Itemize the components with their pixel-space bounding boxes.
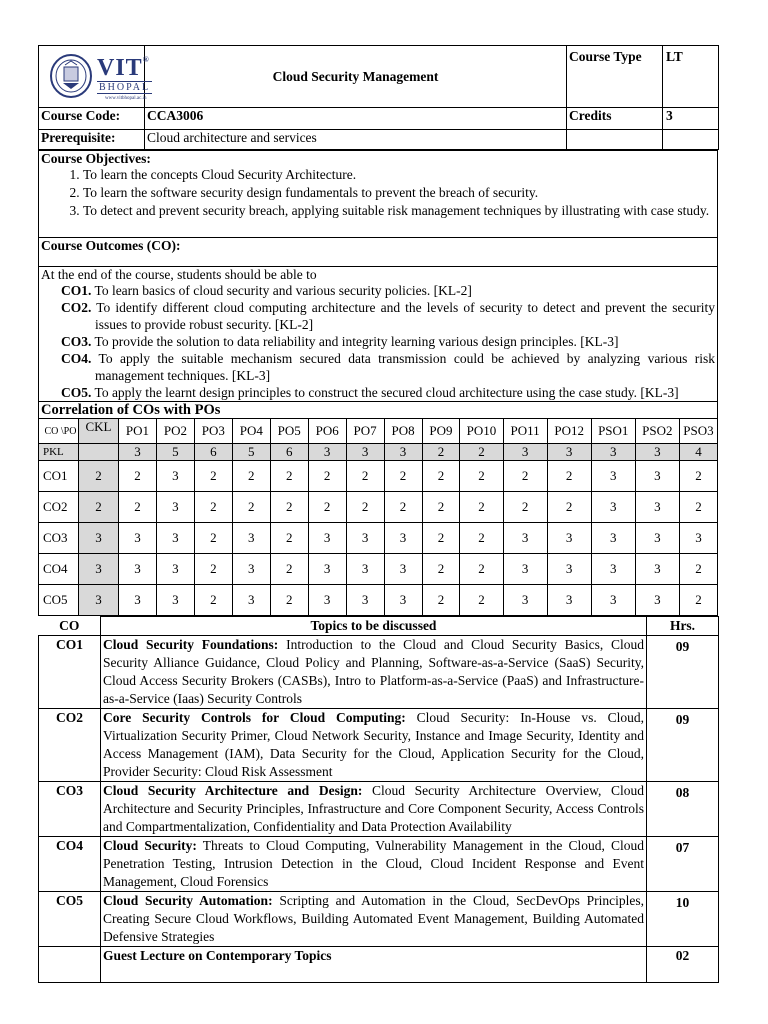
topic-title: Cloud Security: xyxy=(103,838,197,853)
correlation-heading: Correlation of COs with POs xyxy=(39,402,718,419)
po-header: PO7 xyxy=(346,419,384,444)
correlation-value: 3 xyxy=(591,492,635,523)
co-label: CO3 xyxy=(39,523,79,554)
correlation-value: 2 xyxy=(270,461,308,492)
correlation-value: 3 xyxy=(232,585,270,616)
correlation-value: 3 xyxy=(503,523,547,554)
guest-lecture-row xyxy=(39,947,719,983)
empty-cell xyxy=(39,947,101,983)
pkl-value: 3 xyxy=(346,444,384,461)
outcome-code: CO4. xyxy=(61,351,92,366)
topic-co: CO2 xyxy=(39,709,101,782)
correlation-value: 2 xyxy=(194,554,232,585)
correlation-value: 2 xyxy=(422,585,460,616)
outcome-code: CO5. xyxy=(61,385,92,400)
correlation-value: 2 xyxy=(232,461,270,492)
pkl-value: 3 xyxy=(547,444,591,461)
correlation-value: 2 xyxy=(384,461,422,492)
outcomes-intro: At the end of the course, students should be able to xyxy=(41,267,317,282)
outcome-text: To provide the solution to data reliability and integrity learning various design principles. [KL-3] xyxy=(94,334,619,349)
correlation-value: 3 xyxy=(547,523,591,554)
correlation-value: 3 xyxy=(346,585,384,616)
course-type-label: Course Type xyxy=(567,46,663,108)
correlation-value: 2 xyxy=(194,523,232,554)
correlation-row xyxy=(39,554,718,585)
ckl-value: 3 xyxy=(79,585,119,616)
correlation-value: 2 xyxy=(503,461,547,492)
po-header: PO12 xyxy=(547,419,591,444)
correlation-value: 3 xyxy=(591,461,635,492)
outcome-text: To identify different cloud computing architecture and the levels of security to detect and prevent the security issues to provide robust security. [KL-2] xyxy=(95,300,716,332)
topic-hours: 09 xyxy=(647,636,719,709)
correlation-value: 2 xyxy=(679,492,717,523)
logo-cell xyxy=(39,46,151,108)
pkl-value: 5 xyxy=(156,444,194,461)
correlation-value: 3 xyxy=(591,585,635,616)
topic-co: CO3 xyxy=(39,782,101,837)
topic-hours: 09 xyxy=(647,709,719,782)
ckl-value: 2 xyxy=(79,492,119,523)
correlation-value: 2 xyxy=(346,461,384,492)
pkl-value: 6 xyxy=(194,444,232,461)
vit-bhopal-logo xyxy=(47,51,151,103)
po-header: PO11 xyxy=(503,419,547,444)
po-header: PO10 xyxy=(460,419,503,444)
correlation-value: 3 xyxy=(119,523,157,554)
topic-co: CO1 xyxy=(39,636,101,709)
outcome-item xyxy=(61,299,715,333)
topic-text: Scripting and Automation in the Cloud, SecDevOps Principles, Creating Secure Cloud Workflows, Building Automated Event Management, Building Automated Defensive Strategies xyxy=(103,893,644,944)
ckl-value: 3 xyxy=(79,554,119,585)
objective-item: 2. To learn the software security design fundamentals to prevent the breach of security. xyxy=(83,184,715,202)
topic-row xyxy=(39,782,719,837)
correlation-value: 2 xyxy=(422,492,460,523)
po-header: PO4 xyxy=(232,419,270,444)
pkl-value: 3 xyxy=(503,444,547,461)
correlation-value: 3 xyxy=(119,554,157,585)
correlation-value: 2 xyxy=(384,492,422,523)
correlation-value: 2 xyxy=(422,461,460,492)
correlation-value: 3 xyxy=(547,554,591,585)
outcome-item xyxy=(61,282,715,299)
outcome-code: CO1. xyxy=(61,283,92,298)
po-header: PO1 xyxy=(119,419,157,444)
correlation-value: 2 xyxy=(503,492,547,523)
correlation-value: 3 xyxy=(591,554,635,585)
topic-co: CO4 xyxy=(39,837,101,892)
topics-header-topics: Topics to be discussed xyxy=(101,617,647,636)
correlation-value: 2 xyxy=(194,461,232,492)
pkl-value: 3 xyxy=(635,444,679,461)
topic-content xyxy=(101,636,647,709)
pkl-empty xyxy=(79,444,119,461)
outcome-item xyxy=(61,384,715,401)
course-type-value: LT xyxy=(663,46,719,108)
outcomes-list xyxy=(41,282,715,401)
correlation-value: 3 xyxy=(156,554,194,585)
correlation-value: 2 xyxy=(194,585,232,616)
correlation-row xyxy=(39,492,718,523)
correlation-value: 2 xyxy=(679,461,717,492)
guest-lecture-title: Guest Lecture on Contemporary Topics xyxy=(101,947,647,983)
ckl-header: CKL xyxy=(79,419,119,444)
po-header: PO8 xyxy=(384,419,422,444)
objectives-heading: Course Objectives: xyxy=(41,151,151,166)
credits-value: 3 xyxy=(663,108,719,130)
correlation-value: 2 xyxy=(270,523,308,554)
prerequisite-value: Cloud architecture and services xyxy=(145,130,567,150)
course-outcomes xyxy=(39,267,718,402)
topic-text: Cloud Security: In-House vs. Cloud, Virtualization Security Primer, Cloud Network Security, Instance and Image Security, Identity and Access Management (IAM), Data Security for the Cloud, Application Security for the Cloud, Provider Security: Cloud Risk Assessment xyxy=(103,710,644,779)
correlation-value: 2 xyxy=(232,492,270,523)
correlation-value: 2 xyxy=(460,492,503,523)
correlation-value: 3 xyxy=(591,523,635,554)
correlation-value: 3 xyxy=(156,523,194,554)
correlation-value: 2 xyxy=(679,585,717,616)
topic-title: Core Security Controls for Cloud Computing: xyxy=(103,710,406,725)
correlation-value: 3 xyxy=(308,523,346,554)
co-label: CO4 xyxy=(39,554,79,585)
course-code-label: Course Code: xyxy=(39,108,145,130)
correlation-value: 3 xyxy=(156,492,194,523)
pkl-label: PKL xyxy=(39,444,79,461)
pkl-value: 3 xyxy=(384,444,422,461)
correlation-row xyxy=(39,523,718,554)
topic-title: Cloud Security Foundations: xyxy=(103,637,279,652)
pkl-row xyxy=(39,444,718,461)
topic-content xyxy=(101,837,647,892)
correlation-value: 3 xyxy=(503,554,547,585)
topic-hours: 07 xyxy=(647,837,719,892)
course-code-value: CCA3006 xyxy=(145,108,567,130)
correlation-value: 2 xyxy=(119,492,157,523)
correlation-value: 3 xyxy=(308,554,346,585)
outcome-text: To apply the learnt design principles to construct the secured cloud architecture using the case study. [KL-3] xyxy=(94,385,679,400)
outcome-text: To apply the suitable mechanism secured data transmission could be achieved by analyzing various risk management techniques. [KL-3] xyxy=(95,351,715,383)
correlation-value: 3 xyxy=(384,523,422,554)
topics-table xyxy=(38,616,719,983)
po-header: PSO3 xyxy=(679,419,717,444)
correlation-value: 3 xyxy=(679,523,717,554)
course-title: Cloud Security Management xyxy=(145,46,567,108)
empty-cell xyxy=(663,130,719,150)
correlation-value: 2 xyxy=(422,554,460,585)
pkl-value: 5 xyxy=(232,444,270,461)
topic-text: Cloud Security Architecture Overview, Cloud Architecture and Security Principles, Infrastructure and Core Component Security, Access Controls and Compartmentalization, Confidentiality and Data Protection Availability xyxy=(103,783,644,834)
outcome-text: To learn basics of cloud security and various security policies. [KL-2] xyxy=(94,283,472,298)
logo-brand: VIT® xyxy=(97,55,150,81)
pkl-value: 6 xyxy=(270,444,308,461)
correlation-value: 3 xyxy=(635,461,679,492)
correlation-value: 3 xyxy=(384,554,422,585)
correlation-value: 3 xyxy=(156,585,194,616)
pkl-value: 3 xyxy=(308,444,346,461)
correlation-value: 2 xyxy=(460,554,503,585)
empty-cell xyxy=(567,130,663,150)
pkl-value: 2 xyxy=(422,444,460,461)
correlation-value: 3 xyxy=(547,585,591,616)
correlation-value: 2 xyxy=(547,492,591,523)
topics-header-co: CO xyxy=(39,617,101,636)
outcome-code: CO2. xyxy=(61,300,92,315)
correlation-value: 2 xyxy=(547,461,591,492)
po-header: PO5 xyxy=(270,419,308,444)
topics-header-hrs: Hrs. xyxy=(647,617,719,636)
co-label: CO5 xyxy=(39,585,79,616)
correlation-value: 2 xyxy=(679,554,717,585)
topic-hours: 10 xyxy=(647,892,719,947)
credits-label: Credits xyxy=(567,108,663,130)
po-header: PO9 xyxy=(422,419,460,444)
correlation-table xyxy=(38,418,718,616)
correlation-value: 2 xyxy=(460,585,503,616)
objective-item: 3. To detect and prevent security breach, applying suitable risk management techniques by illustrating with case study. xyxy=(83,202,715,220)
correlation-value: 3 xyxy=(119,585,157,616)
topic-row xyxy=(39,709,719,782)
guest-lecture-hours: 02 xyxy=(647,947,719,983)
correlation-value: 3 xyxy=(156,461,194,492)
correlation-value: 3 xyxy=(635,554,679,585)
objective-item: 1. To learn the concepts Cloud Security Architecture. xyxy=(83,166,715,184)
topic-row xyxy=(39,837,719,892)
course-objectives xyxy=(39,151,718,238)
correlation-row xyxy=(39,585,718,616)
correlation-value: 2 xyxy=(270,554,308,585)
po-header: PSO2 xyxy=(635,419,679,444)
ckl-value: 3 xyxy=(79,523,119,554)
objectives-table xyxy=(38,150,718,418)
ckl-value: 2 xyxy=(79,461,119,492)
co-label: CO1 xyxy=(39,461,79,492)
outcome-item xyxy=(61,350,715,384)
correlation-value: 3 xyxy=(308,585,346,616)
topic-hours: 08 xyxy=(647,782,719,837)
po-header: PO6 xyxy=(308,419,346,444)
topic-row xyxy=(39,636,719,709)
corner-label: CO \PO xyxy=(39,419,79,444)
correlation-value: 2 xyxy=(308,461,346,492)
correlation-value: 2 xyxy=(308,492,346,523)
correlation-value: 3 xyxy=(635,523,679,554)
co-label: CO2 xyxy=(39,492,79,523)
correlation-value: 3 xyxy=(635,492,679,523)
university-seal-icon xyxy=(49,53,93,99)
po-header: PSO1 xyxy=(591,419,635,444)
po-header: PO2 xyxy=(156,419,194,444)
correlation-value: 2 xyxy=(270,492,308,523)
topic-content xyxy=(101,782,647,837)
correlation-value: 2 xyxy=(194,492,232,523)
po-header: PO3 xyxy=(194,419,232,444)
correlation-value: 2 xyxy=(460,461,503,492)
topic-title: Cloud Security Automation: xyxy=(103,893,273,908)
correlation-value: 2 xyxy=(422,523,460,554)
correlation-header-row xyxy=(39,419,718,444)
correlation-value: 3 xyxy=(232,554,270,585)
course-header-table xyxy=(38,45,719,150)
logo-city: BHOPAL xyxy=(99,82,151,93)
pkl-value: 4 xyxy=(679,444,717,461)
topic-content xyxy=(101,709,647,782)
syllabus-page xyxy=(38,45,718,983)
correlation-value: 3 xyxy=(232,523,270,554)
objectives-list xyxy=(41,166,715,220)
topic-co: CO5 xyxy=(39,892,101,947)
topic-content xyxy=(101,892,647,947)
logo-website: www.vitbhopal.ac.in xyxy=(105,96,147,101)
outcome-item xyxy=(61,333,715,350)
pkl-value: 3 xyxy=(119,444,157,461)
correlation-row xyxy=(39,461,718,492)
correlation-value: 2 xyxy=(270,585,308,616)
topic-text: Introduction to the Cloud and Cloud Security Basics, Cloud Security Alliance Guidance, Cloud Policy and Planning, Software-as-a-Service (SaaS) Security, Cloud Access Security Brokers (CASBs), Intro to Platform-as-a-Service (PaaS) and Infrastructure-as-a-Service (Iaas) Security Controls xyxy=(103,637,644,706)
correlation-value: 3 xyxy=(503,585,547,616)
pkl-value: 3 xyxy=(591,444,635,461)
correlation-value: 2 xyxy=(346,492,384,523)
outcomes-heading: Course Outcomes (CO): xyxy=(39,238,718,267)
correlation-value: 2 xyxy=(119,461,157,492)
correlation-value: 3 xyxy=(346,554,384,585)
correlation-value: 2 xyxy=(460,523,503,554)
topic-title: Cloud Security Architecture and Design: xyxy=(103,783,363,798)
topic-row xyxy=(39,892,719,947)
topic-text: Threats to Cloud Computing, Vulnerability Management in the Cloud, Cloud Penetration Testing, Intrusion Detection in the Cloud, Cloud Incident Response and Event Management, Cloud Forensics xyxy=(103,838,645,889)
outcome-code: CO3. xyxy=(61,334,92,349)
pkl-value: 2 xyxy=(460,444,503,461)
correlation-value: 3 xyxy=(635,585,679,616)
correlation-value: 3 xyxy=(346,523,384,554)
prerequisite-label: Prerequisite: xyxy=(39,130,145,150)
correlation-value: 3 xyxy=(384,585,422,616)
